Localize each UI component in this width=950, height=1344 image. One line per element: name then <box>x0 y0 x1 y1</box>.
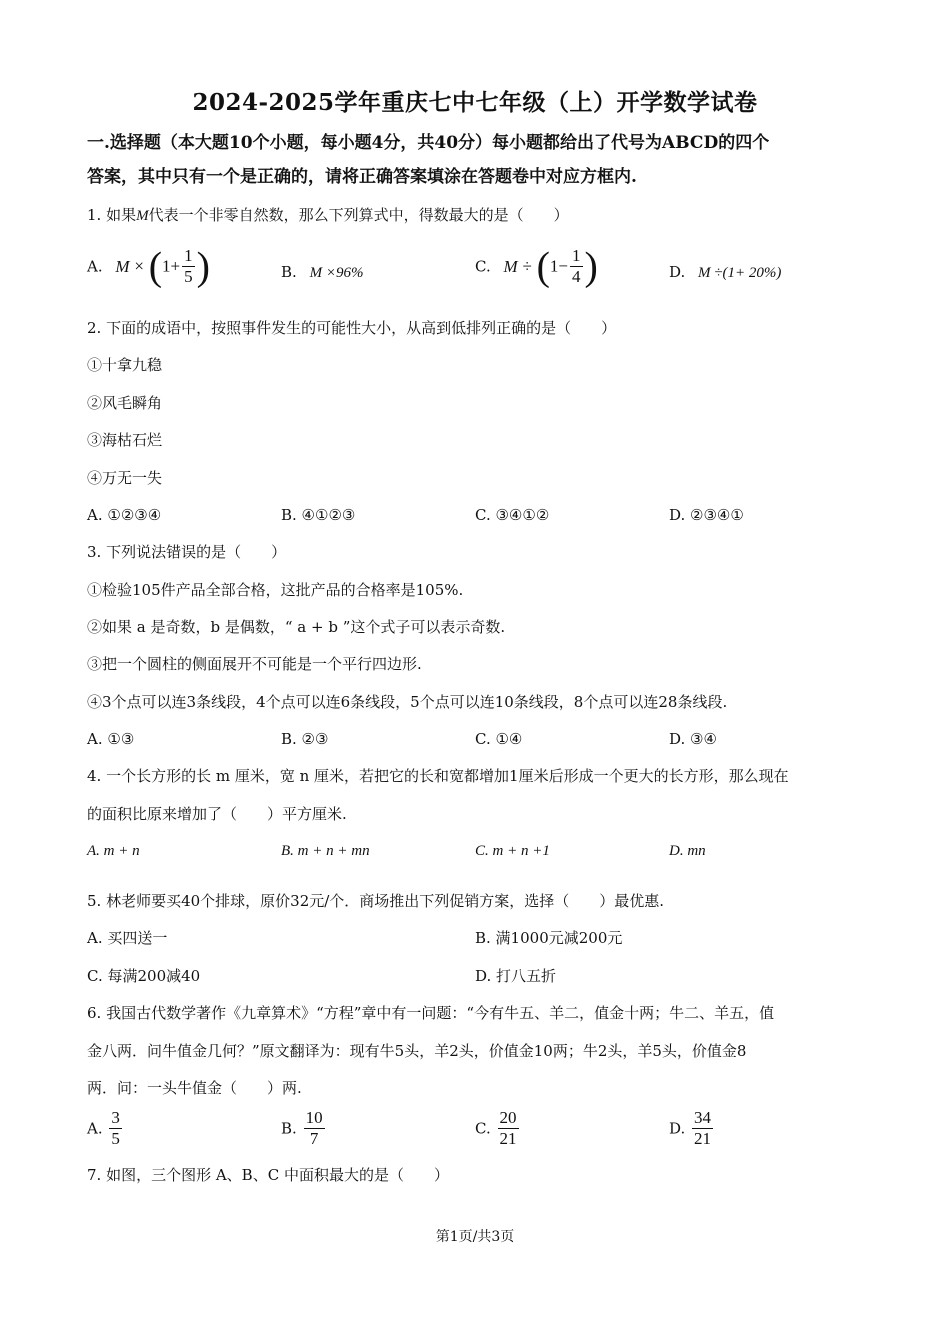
q2-option-a[interactable]: A. ①②③④ <box>87 506 162 524</box>
q5-option-d[interactable]: D. 打八五折 <box>475 967 557 985</box>
section-heading-line2: 答案，其中只有一个是正确的，请将正确答案填涂在答题卷中对应方框内. <box>87 167 637 187</box>
q6-option-a[interactable]: A. $\frac{3}{5}$ <box>87 1108 120 1148</box>
q3-statement-3: ③把一个圆柱的侧面展开不可能是一个平行四边形. <box>87 655 422 673</box>
page-title: 2024-2025学年重庆七中七年级（上）开学数学试卷 <box>192 89 758 116</box>
q6-option-b[interactable]: B. $\frac{10}{7}$ <box>281 1108 323 1148</box>
q1-stem: 1. 如果M代表一个非零自然数，那么下列算式中，得数最大的是（ ） <box>87 206 569 224</box>
q1-c-fraction: $\frac{1}{4}$ <box>572 246 581 286</box>
q6-b-fraction: $\frac{10}{7}$ <box>305 1108 323 1148</box>
q6-stem-line3: 两．问：一头牛值金（ ）两. <box>87 1079 302 1097</box>
section-heading-line1: 一.选择题（本大题10个小题，每小题4分，共40分）每小题都给出了代号为ABCD的四个 <box>87 133 770 153</box>
q4-option-a[interactable]: A. m + n <box>87 843 140 859</box>
q2-option-b[interactable]: B. ④①②③ <box>281 506 356 524</box>
q4-stem-line2: 的面积比原来增加了（ ）平方厘米. <box>87 805 347 823</box>
q5-option-b[interactable]: B. 满1000元减200元 <box>475 929 623 947</box>
q4-option-b[interactable]: B. m + n + mn <box>281 843 370 859</box>
q3-stem: 3. 下列说法错误的是（ ） <box>87 543 287 561</box>
q1-option-b[interactable]: B. M ×96% <box>281 263 364 281</box>
q4-option-d[interactable]: D. mn <box>669 843 706 859</box>
q3-statement-2: ②如果 a 是奇数，b 是偶数，“ a + b ”这个式子可以表示奇数. <box>87 618 506 636</box>
q1-option-a[interactable]: A. M × (1+ $\frac{1}{5}$ ) <box>87 243 210 289</box>
page-footer: 第1页/共3页 <box>435 1229 515 1245</box>
q4-option-c[interactable]: C. m + n +1 <box>475 843 550 859</box>
q2-item-2: ②风毛瞬角 <box>87 394 163 412</box>
q3-option-d[interactable]: D. ③④ <box>669 730 717 748</box>
q4-stem-line1: 4. 一个长方形的长 m 厘米，宽 n 厘米，若把它的长和宽都增加1厘米后形成一个更大的长方形，那么现在 <box>87 767 789 785</box>
q3-option-c[interactable]: C. ①④ <box>475 730 523 748</box>
q2-stem: 2. 下面的成语中，按照事件发生的可能性大小，从高到低排列正确的是（ ） <box>87 319 617 337</box>
q3-option-a[interactable]: A. ①③ <box>87 730 135 748</box>
q6-stem-line2: 金八两．问牛值金几何？”原文翻译为：现有牛5头，羊2头，价值金10两；牛2头，羊5头，价值金8 <box>87 1042 747 1060</box>
q3-statement-1: ①检验105件产品全部合格，这批产品的合格率是105%. <box>87 581 464 599</box>
q6-stem-line1: 6. 我国古代数学著作《九章算术》“方程”章中有一问题：“今有牛五、羊二，值金十两；牛二、羊五，值 <box>87 1004 775 1022</box>
q2-item-3: ③海枯石烂 <box>87 431 163 449</box>
q6-c-fraction: $\frac{20}{21}$ <box>499 1108 517 1148</box>
q1-a-fraction: $\frac{1}{5}$ <box>184 246 193 286</box>
q6-d-fraction: $\frac{34}{21}$ <box>694 1108 712 1148</box>
q6-a-fraction: $\frac{3}{5}$ <box>111 1108 120 1148</box>
q1-option-d[interactable]: D. M ÷(1+ 20%) <box>669 263 782 281</box>
q5-option-c[interactable]: C. 每满200减40 <box>87 967 201 985</box>
q2-item-1: ①十拿九稳 <box>87 356 163 374</box>
q6-option-d[interactable]: D. $\frac{34}{21}$ <box>669 1108 712 1148</box>
q3-statement-4: ④3个点可以连3条线段，4个点可以连6条线段，5个点可以连10条线段，8个点可以连28条线段. <box>87 693 728 711</box>
q1-option-c[interactable]: C. M ÷ (1− $\frac{1}{4}$ ) <box>475 243 598 289</box>
q2-item-4: ④万无一失 <box>87 469 163 487</box>
q5-option-a[interactable]: A. 买四送一 <box>87 929 168 947</box>
q7-stem: 7. 如图，三个图形 A、B、C 中面积最大的是（ ） <box>87 1166 449 1184</box>
q2-option-c[interactable]: C. ③④①② <box>475 506 550 524</box>
q6-option-c[interactable]: C. $\frac{20}{21}$ <box>475 1108 517 1148</box>
q5-stem: 5. 林老师要买40个排球，原价32元/个．商场推出下列促销方案，选择（ ）最优惠. <box>87 892 665 910</box>
q3-option-b[interactable]: B. ②③ <box>281 730 329 748</box>
q2-option-d[interactable]: D. ②③④① <box>669 506 744 524</box>
